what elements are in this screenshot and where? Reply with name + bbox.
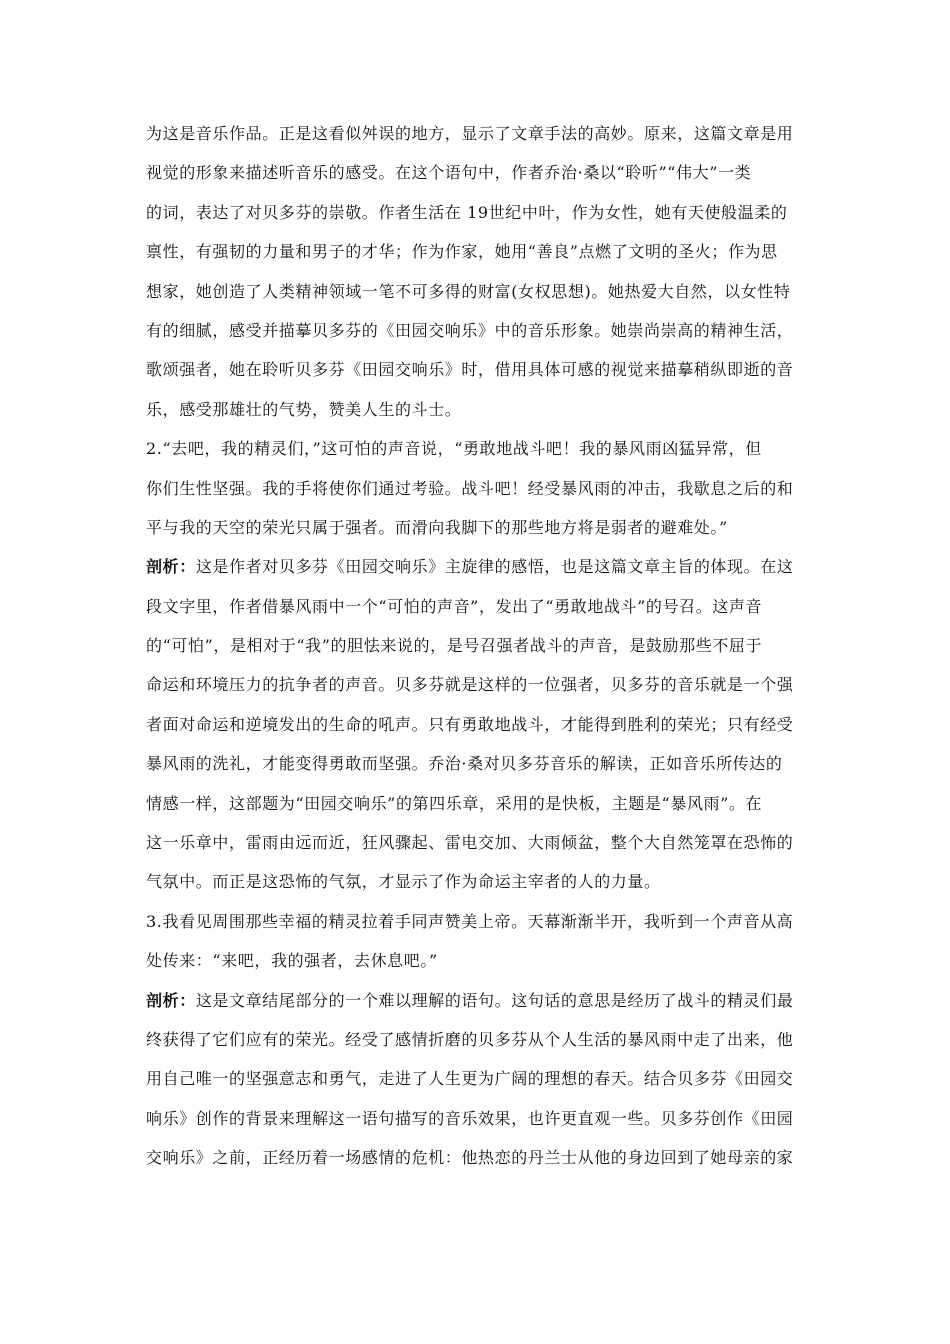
- text-line: 的“可怕”，是相对于“我”的胆怯来说的，是号召强者战斗的声音，是鼓励那些不屈于: [146, 636, 763, 656]
- analysis-text: 这是作者对贝多芬《田园交响乐》主旋律的感悟，也是这篇文章主旨的体现。在这: [195, 557, 794, 577]
- text-line: 想家，她创造了人类精神领域一笔不可多得的财富(女权思想)。她热爱大自然，以女性特: [146, 281, 791, 301]
- text-line: 响乐》创作的背景来理解这一语句描写的音乐效果，也许更直观一些。贝多芬创作《田园: [146, 1108, 794, 1128]
- text-line: 段文字里，作者借暴风雨中一个“可怕的声音”，发出了“勇敢地战斗”的号召。这声音: [146, 596, 763, 616]
- analysis-line: [146, 981, 812, 1020]
- text-line: 情感一样，这部题为“田园交响乐”的第四乐章，采用的是快板，主题是“暴风雨”。在: [146, 793, 763, 813]
- text-line: 乐，感受那雄壮的气势，赞美人生的斗士。: [146, 399, 462, 419]
- text-line: 终获得了它们应有的荣光。经受了感情折磨的贝多芬从个人生活的暴风雨中走了出来，他: [146, 1029, 794, 1049]
- analysis-text: 这是文章结尾部分的一个难以理解的语句。这句话的意思是经历了战斗的精灵们最: [195, 990, 794, 1010]
- quote-line: 你们生性坚强。我的手将使你们通过考验。战斗吧！经受暴风雨的冲击，我歇息之后的和: [146, 478, 794, 498]
- analysis-label: 剖析：: [146, 990, 196, 1010]
- text-line: 气氛中。而正是这恐怖的气氛，才显示了作为命运主宰者的人的力量。: [146, 872, 661, 892]
- text-line: 这一乐章中，雷雨由远而近，狂风骤起、雷电交加、大雨倾盆，整个大自然笼罩在恐怖的: [146, 833, 794, 853]
- text-line: 用自己唯一的坚强意志和勇气，走进了人生更为广阔的理想的春天。结合贝多芬《田园交: [146, 1069, 794, 1089]
- text-line: 的词，表达了对贝多芬的崇敬。作者生活在 19世纪中叶，作为女性，她有天使般温柔的: [146, 202, 788, 222]
- analysis-label: 剖析：: [146, 557, 196, 577]
- text-line: 者面对命运和逆境发出的生命的吼声。只有勇敢地战斗，才能得到胜利的荣光；只有经受: [146, 714, 794, 734]
- text-line: 暴风雨的洗礼，才能变得勇敢而坚强。乔治·桑对贝多芬音乐的解读，正如音乐所传达的: [146, 754, 783, 774]
- analysis-line: [146, 547, 812, 586]
- quote-line: 3.我看见周围那些幸福的精灵拉着手同声赞美上帝。天幕渐渐半开，我听到一个声音从高: [146, 911, 794, 931]
- quote-line: 处传来：“来吧，我的强者，去休息吧。”: [146, 951, 438, 971]
- quote-line: 平与我的天空的荣光只属于强者。而滑向我脚下的那些地方将是弱者的避难处。”: [146, 517, 728, 537]
- document-page: [146, 114, 812, 1178]
- text-line: 交响乐》之前，正经历着一场感情的危机：他热恋的丹兰士从他的身边回到了她母亲的家: [146, 1148, 794, 1168]
- text-line: 有的细腻，感受并描摹贝多芬的《田园交响乐》中的音乐形象。她崇尚崇高的精神生活，: [146, 320, 794, 340]
- quote-line: 2.“去吧，我的精灵们，”这可怕的声音说，“勇敢地战斗吧！我的暴风雨凶猛异常，但: [146, 439, 762, 459]
- text-line: 为这是音乐作品。正是这看似舛误的地方，显示了文章手法的高妙。原来，这篇文章是用: [146, 124, 794, 143]
- text-line: 命运和环境压力的抗争者的声音。贝多芬就是这样的一位强者，贝多芬的音乐就是一个强: [146, 675, 794, 695]
- text-line: 禀性，有强韧的力量和男子的才华；作为作家，她用“善良”点燃了文明的圣火；作为思: [146, 242, 778, 262]
- text-line: 歌颂强者，她在聆听贝多芬《田园交响乐》时，借用具体可感的视觉来描摹稍纵即逝的音: [146, 360, 794, 380]
- text-line: 视觉的形象来描述听音乐的感受。在这个语句中，作者乔治·桑以“聆听”“伟大”一类: [146, 163, 752, 183]
